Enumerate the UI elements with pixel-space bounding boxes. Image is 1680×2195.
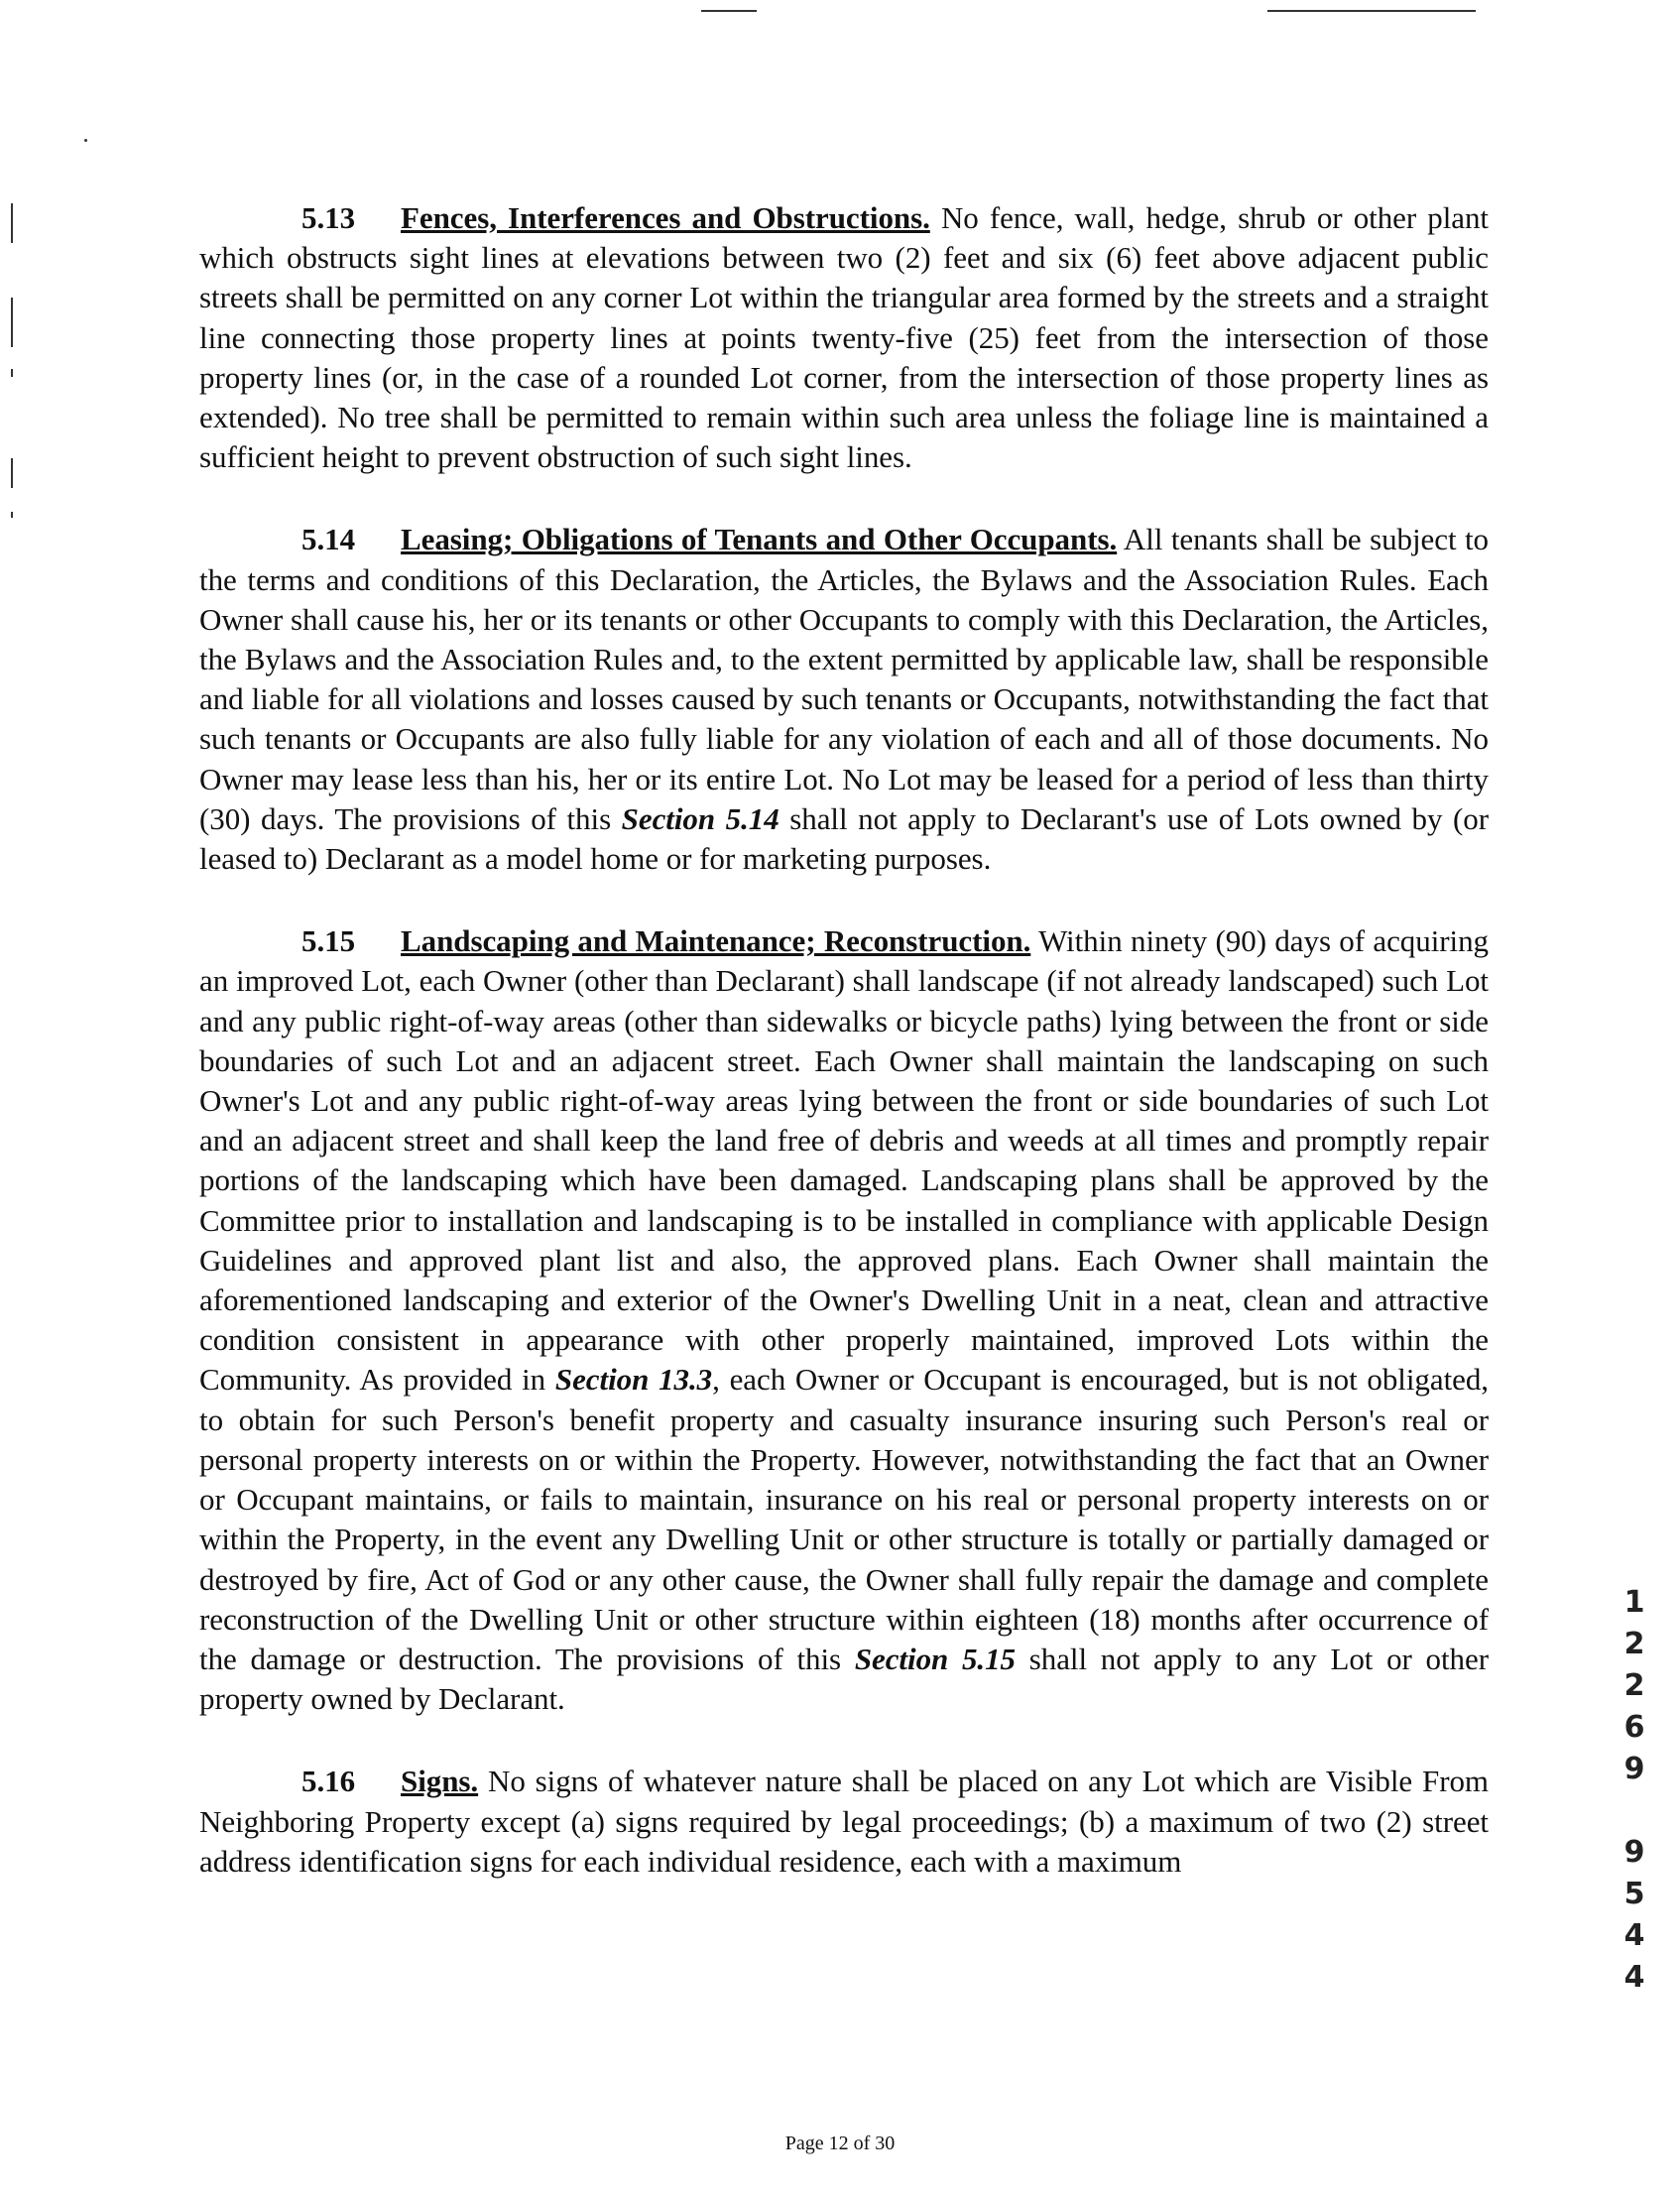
section-5-15 [199, 921, 1489, 1719]
section-number: 5.16 [301, 1764, 356, 1799]
stamp-digit: 1 [1623, 1585, 1645, 1620]
section-heading: Leasing; Obligations of Tenants and Other Occupants. [401, 522, 1118, 557]
margin-tick [11, 458, 13, 488]
document-body [199, 198, 1489, 1924]
section-number: 5.15 [301, 923, 356, 959]
section-text: shall not apply to Declarant's use of Lots owned by (or leased to) Declarant as a model home or for marketing purposes. [199, 800, 1490, 877]
section-number: 5.14 [301, 522, 356, 557]
section-5-14 [199, 520, 1489, 879]
scan-mark-top-left [701, 10, 757, 12]
section-text: shall not apply to any Lot or other property owned by Declarant. [199, 1641, 1489, 1717]
stamp-digit: 5 [1623, 1877, 1645, 1911]
section-heading: Fences, Interferences and Obstructions. [401, 200, 930, 235]
stamp-digit: 9 [1623, 1752, 1645, 1786]
stamp-digit: 4 [1623, 1918, 1645, 1953]
margin-tick [11, 369, 13, 377]
section-text: All tenants shall be subject to the terms and conditions of this Declaration, the Articles, the Bylaws and the Association Rules. Each Owner shall cause his, her or its tenants or other Occupants to comply with this Declaration, the Articles, the Bylaws and the Association Rules and, to the extent permitted by applicable law, shall be responsible and liable for all violations and losses caused by such tenants or Occupants, notwithstanding the fact that such tenants or Occupants are also fully liable for any violation of each and all of those documents. No Owner may lease less than his, her or its entire Lot. No Lot may be leased for a period of less than thirty (30) days. The provisions of this [199, 522, 1489, 836]
scan-mark-top-right [1267, 10, 1476, 12]
section-text: No signs of whatever nature shall be placed on any Lot which are Visible From Neighboring Property except (a) signs required by legal proceedings; (b) a maximum of two (2) street address identification signs for each individual residence, each with a maximum [199, 1764, 1489, 1879]
section-reference: Section 5.14 [621, 800, 780, 836]
section-text: Within ninety (90) days of acquiring an improved Lot, each Owner (other than Declarant) shall landscape (if not already landscaped) such Lot and any public right-of-way areas (other than sidewalks or bicycle paths) lying between the front or side boundaries of such Lot and an adjacent street. Each Owner shall maintain the landscaping on such Owner's Lot and any public right-of-way areas lying between the front or side boundaries of such Lot and an adjacent street and shall keep the land free of debris and weeds at all times and promptly repair portions of the landscaping which have been damaged. Landscaping plans shall be approved by the Committee prior to installation and landscaping is to be installed in compliance with applicable Design Guidelines and approved plant list and also, the approved plans. Each Owner shall maintain the aforementioned landscaping and exterior of the Owner's Dwelling Unit in a neat, clean and attractive condition consistent in appearance with other properly maintained, improved Lots within the Community. As provided in [199, 923, 1489, 1398]
section-reference: Section 5.15 [854, 1641, 1016, 1676]
margin-tick [11, 512, 13, 518]
page-number: Page 12 of 30 [784, 2133, 896, 2154]
section-text: No fence, wall, hedge, shrub or other plant which obstructs sight lines at elevations between two (2) feet and six (6) feet above adjacent public streets shall be permitted on any corner Lot within the triangular area formed by the streets and a straight line connecting those property lines at points twenty-five (25) feet from the intersection of those property lines (or, in the case of a rounded Lot corner, from the intersection of those property lines as extended). No tree shall be permitted to remain within such area unless the foliage line is maintained a sufficient height to prevent obstruction of such sight lines. [199, 200, 1489, 475]
section-5-16 [199, 1762, 1489, 1882]
section-heading: Signs. [401, 1764, 479, 1799]
scan-dot [84, 139, 87, 142]
margin-tick [11, 298, 13, 347]
stamp-digit [1615, 1790, 1654, 1832]
section-5-13 [199, 198, 1489, 477]
section-heading: Landscaping and Maintenance; Reconstruction. [401, 923, 1031, 959]
recording-number-stamp [1615, 1582, 1654, 1999]
stamp-digit: 2 [1623, 1627, 1645, 1661]
section-number: 5.13 [301, 200, 356, 235]
stamp-digit: 2 [1623, 1668, 1645, 1703]
stamp-digit: 6 [1623, 1710, 1645, 1745]
section-text: , each Owner or Occupant is encouraged, but is not obligated, to obtain for such Person's benefit property and casualty insurance insuring such Person's real or personal property interests on or within the Property. However, notwithstanding the fact that an Owner or Occupant maintains, or fails to maintain, insurance on his real or personal property interests on or within the Property, in the event any Dwelling Unit or other structure is totally or partially damaged or destroyed by fire, Act of God or any other cause, the Owner shall fully repair the damage and complete reconstruction of the Dwelling Unit or other structure within eighteen (18) months after occurrence of the damage or destruction. The provisions of this [199, 1362, 1490, 1676]
margin-tick [11, 203, 13, 243]
section-reference: Section 13.3 [554, 1362, 713, 1398]
stamp-digit: 9 [1623, 1835, 1645, 1870]
stamp-digit: 4 [1623, 1960, 1645, 1995]
